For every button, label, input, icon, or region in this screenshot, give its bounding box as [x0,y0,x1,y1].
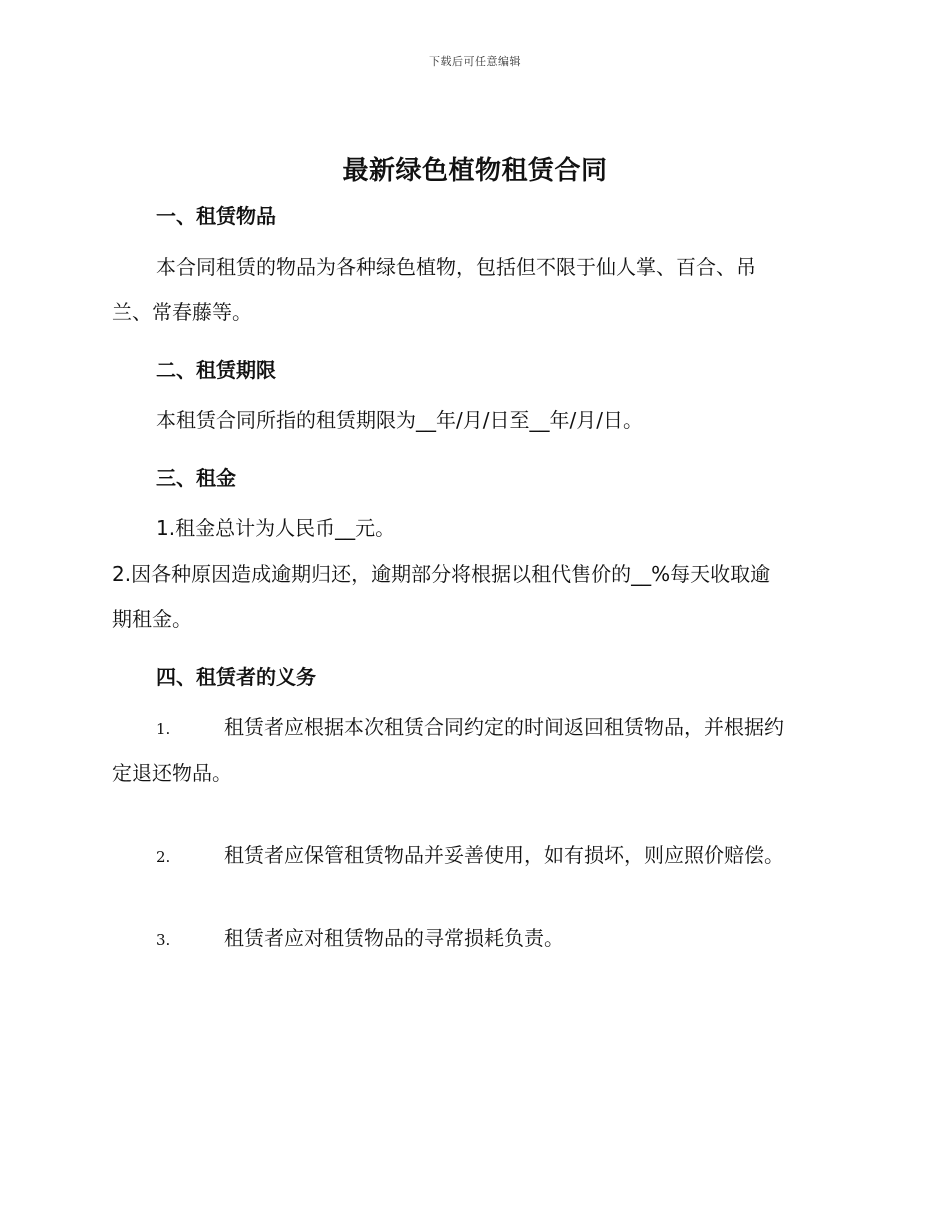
document-title: 最新绿色植物租赁合同 [342,156,608,186]
rent-item-1: 1.租金总计为人民币__元。 [156,516,396,540]
obligation-1-line-1: 租赁者应根据本次租赁合同约定的时间返回租赁物品，并根据约 [224,715,784,739]
rent-item-2-line-2: 期租金。 [112,607,192,631]
obligation-3-line-1: 租赁者应对租赁物品的寻常损耗负责。 [224,926,564,950]
obligation-2-line-1: 租赁者应保管租赁物品并妥善使用，如有损坏，则应照价赔偿。 [224,843,784,867]
section-2-paragraph: 本租赁合同所指的租赁期限为__年/月/日至__年/月/日。 [156,408,643,432]
rent-item-2-line-1: 2.因各种原因造成逾期归还，逾期部分将根据以租代售价的__%每天收取逾 [112,562,771,586]
section-heading-rental-items: 一、租赁物品 [156,204,276,228]
section-heading-rent: 三、租金 [156,466,236,490]
section-1-paragraph-line-2: 兰、常春藤等。 [112,300,252,324]
obligation-1-line-2: 定退还物品。 [112,761,232,785]
obligation-2-number: 2. [156,848,171,866]
obligation-3-number: 3. [156,931,171,949]
section-1-paragraph-line-1: 本合同租赁的物品为各种绿色植物，包括但不限于仙人掌、百合、吊 [156,255,756,279]
section-heading-rental-period: 二、租赁期限 [156,358,276,382]
section-heading-lessee-obligations: 四、租赁者的义务 [156,665,316,689]
obligation-1-number: 1. [156,720,171,738]
header-note: 下载后可任意编辑 [429,55,521,68]
